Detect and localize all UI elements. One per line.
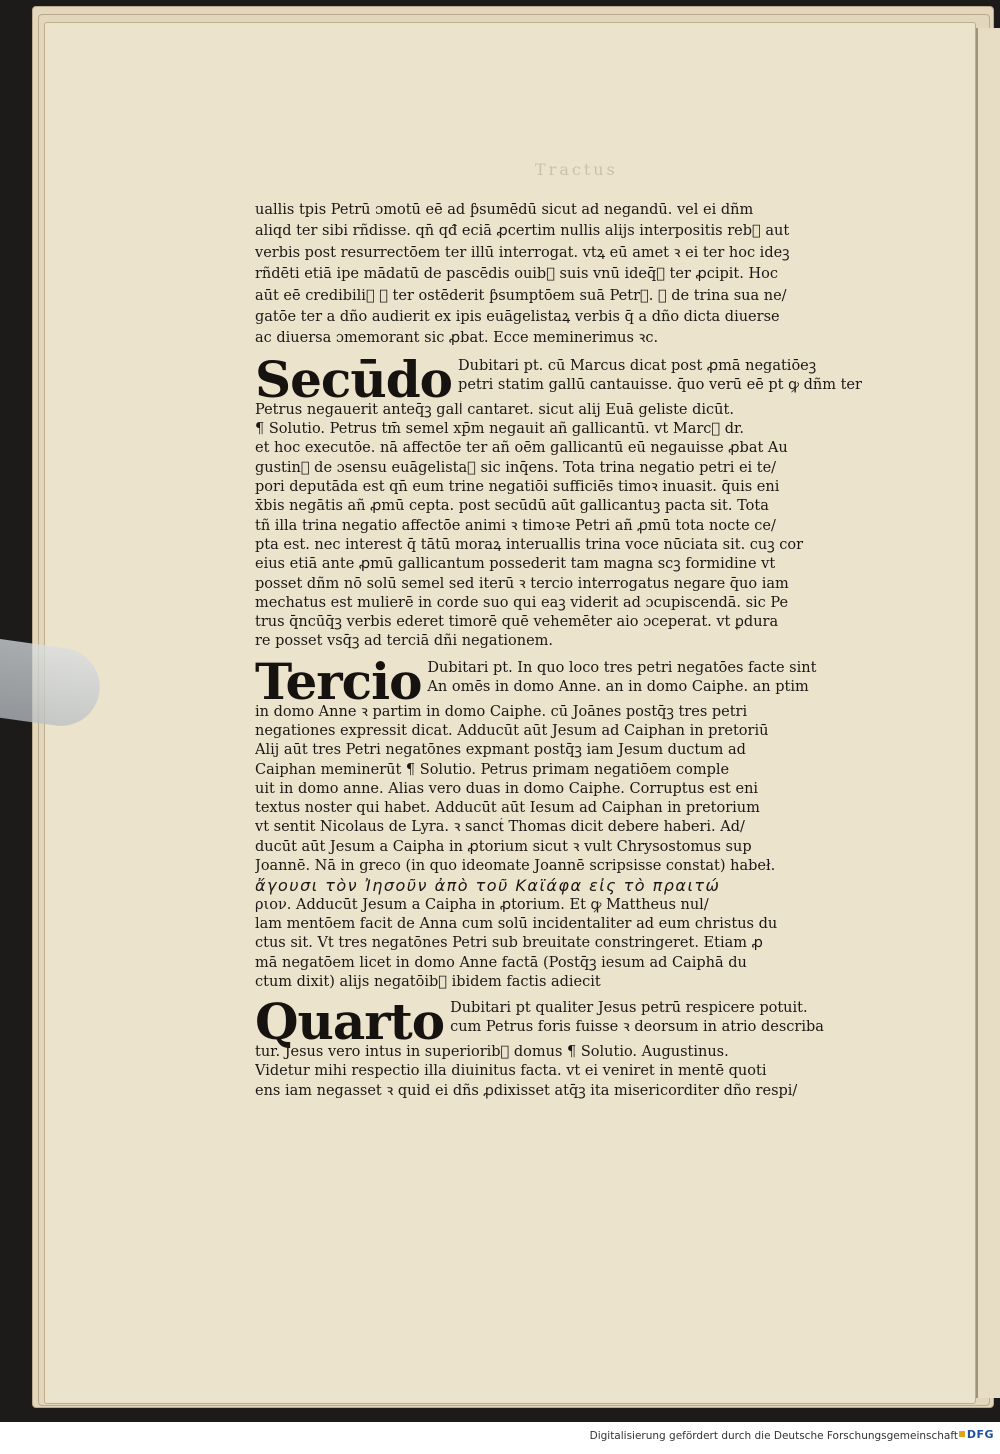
funding-credit: Digitalisierung gefördert durch die Deutsche Forschungsgemeinschaft xyxy=(589,1430,958,1442)
text-line: cum Petrus foris fuisse ꝛ deorsum in atrio describa xyxy=(450,1019,824,1036)
heading-lines xyxy=(450,999,875,1038)
text-line: eius etiā ante ꝓmū gallicantum possederit tam magna scꝫ formidine vt xyxy=(255,556,776,573)
text-line: ctum dixit) alijs negatōib᷒ ibidem factis adiecit xyxy=(255,973,601,990)
text-line: negationes expressit dicat. Adducūt aūt Jesum ad Caiphan in pretoriū xyxy=(255,723,769,739)
text-line: tñ illa trina negatio affectōe animi ꝛ timoꝛe Petri añ ꝓmū tota nocte ce/ xyxy=(255,517,776,534)
text-line: vt sentit Nicolaus de Lyra. ꝛ sanct᷒ Thomas dicit debere haberi. Ad/ xyxy=(255,819,745,836)
text-line: lam mentōem facit de Anna cum solū incidentaliter ad eum christus du xyxy=(255,915,778,932)
text-line: ducūt aūt Jesum a Caipha in ꝓtorium sicut ꝛ vult Chrysostomus sup xyxy=(255,838,752,855)
intro-paragraph xyxy=(255,200,875,350)
text-line: Dubitari pt qualiter Jesus petrū respicere potuit. xyxy=(450,1000,808,1017)
greek-text-line: ἄγουσι τὸν Ἰησοῦν ἀπὸ τοῦ Καϊάφα εἰς τὸ πραιτώ xyxy=(255,876,721,896)
text-line: pta est. nec interest q̄ tātū moraꝝ interuallis trina voce nūciata sit. cuꝫ cor xyxy=(255,536,804,553)
text-line: ac diuersa ɔmemorant sic ꝓbat. Ecce meminerimus ꝛc. xyxy=(255,330,659,347)
text-line: ens iam negasset ꝛ quid ei dñs ꝓdixisset atq̄ꝫ ita misericorditer dño respi/ xyxy=(255,1082,798,1099)
text-line: Dubitari pt. In quo loco tres petri negatōes facte sint xyxy=(427,659,817,676)
footer-bar xyxy=(0,1422,1000,1454)
text-line: re posset vsq̄ꝫ ad terciā dñi negationem. xyxy=(255,633,554,650)
text-line: Dubitari pt. cū Marcus dicat post ꝓmā negatiōeꝫ xyxy=(458,357,817,374)
text-line: Petrus negauerit anteq̄ꝫ gall᷒ cantaret. sicut alij Euā geliste dicūt. xyxy=(255,401,734,418)
text-line: Videtur mihi respectio illa diuinitus facta. vt ei veniret in mentē quoti xyxy=(255,1063,767,1080)
heading-lines xyxy=(427,659,875,698)
text-line: textus noster qui habet. Adducūt aūt Iesum ad Caiphan in pretorium xyxy=(255,800,760,817)
heading-lines xyxy=(458,357,875,396)
text-line: ριον. Adducūt Jesum a Caipha in ꝓtorium. Et ꝙ Mattheus nul/ xyxy=(255,896,709,913)
text-line: trus q̄ncūq̄ꝫ verbis ederet timorē quē vehemēter aio ɔceperat. vt ꝑdura xyxy=(255,614,779,631)
text-line: rñdēti etiā ipe mādatū de pascēdis ouib᷒ suis vnū ideq̄ꝫ ter ꝓcipit. Hoc xyxy=(255,266,778,283)
text-line: Caiphan meminerūt ¶ Solutio. Petrus primam negatiōem comple xyxy=(255,761,730,778)
section-heading xyxy=(255,349,875,409)
text-line: mechatus est mulierē in corde suo qui eaꝫ viderit ad ɔcupiscendā. sic Pe xyxy=(255,594,789,611)
text-line: pori deputāda est qn̄ eum trine negatiōi sufficiēs timoꝛ inuasit. q̄uis eni xyxy=(255,479,780,496)
text-line: ¶ Solutio. Petrus tm̄ semel xp̄m negauit añ gallicantū. vt Marc᷒ dr. xyxy=(255,421,744,438)
text-line: Alij aūt tres Petri negatōnes expmant postq̄ꝫ iam Jesum ductum ad xyxy=(255,742,746,759)
text-line: x̄bis negātis añ ꝓmū cepta. post secūdū aūt gallicantuꝫ pacta sit. Tota xyxy=(255,498,769,515)
text-line: gatōe ter a dño audierit ex ipis euāgelistaꝝ verbis q̄ a dño dicta diuerse xyxy=(255,309,780,326)
text-line: tur. Jesus vero intus in superiorib᷒ domus ¶ Solutio. Augustinus. xyxy=(255,1044,729,1061)
section-quarto xyxy=(255,992,875,1101)
text-line: aliqd ter sibi rñdisse. qn̄ qđ eciā ꝓcertim nullis alijs interpositis reb᷒ aut xyxy=(255,223,790,240)
text-line: uit in domo anne. Alias vero duas in domo Caiphe. Corruptus est eni xyxy=(255,780,759,797)
facing-page-edge xyxy=(976,28,1000,1398)
section-heading xyxy=(255,651,875,711)
section-tercio xyxy=(255,651,875,992)
text-line: posset dñm nō solū semel sed iterū ꝛ tercio interrogatus negare q̄uo iam xyxy=(255,575,789,592)
text-line: uallis tpis Petrū ɔmotū eē ad ƥsumēdū sicut ad negandū. vel ei dñm xyxy=(255,202,754,218)
text-line: in domo Anne ꝛ partim in domo Caiphe. cū Joānes postq̄ꝫ tres petri xyxy=(255,703,748,720)
show-through-text: Tractus xyxy=(535,160,618,179)
section-initial: Secūdo xyxy=(255,349,453,409)
dfg-logo-text: DFG xyxy=(966,1428,994,1441)
text-line: aūt eē credibili᷒ ꝙ ter ostēderit ƥsumptōem suā Petr᷒. ꝛ de trina sua ne/ xyxy=(255,287,787,304)
text-line: petri statim gallū cantauisse. q̄uo verū eē pt ꝙ dñm ter xyxy=(458,377,862,394)
text-line: An omēs in domo Anne. an in domo Caiphe. an ptim xyxy=(427,679,809,695)
text-line: Joannē. Nā in greco (in quo ideomate Joannē scripsisse constat) habeł. xyxy=(255,858,776,875)
section-initial: Tercio xyxy=(255,651,422,711)
section-initial: Quarto xyxy=(255,992,445,1052)
text-line: ctus sit. Vt tres negatōnes Petri sub breuitate constringeret. Etiam ꝓ xyxy=(255,935,763,952)
dfg-logo xyxy=(959,1428,994,1441)
text-line: et hoc executōe. nā affectōe ter añ oēm gallicantū eū negauisse ꝓbat Au xyxy=(255,440,788,457)
text-line: mā negatōem licet in domo Anne factā (Postq̄ꝫ iesum ad Caiphā du xyxy=(255,954,747,971)
page-text xyxy=(255,200,875,1101)
section-heading xyxy=(255,992,875,1052)
text-line: verbis post resurrectōem ter illū interrogat. vtꝝ eū amet ꝛ ei ter hoc ideꝫ xyxy=(255,244,790,261)
section-secdo xyxy=(255,349,875,652)
sections xyxy=(255,349,875,1101)
text-line: gustin᷒ de ɔsensu euāgelistaꝝ sic inq̄ens. Tota trina negatio petri ei te/ xyxy=(255,459,777,476)
